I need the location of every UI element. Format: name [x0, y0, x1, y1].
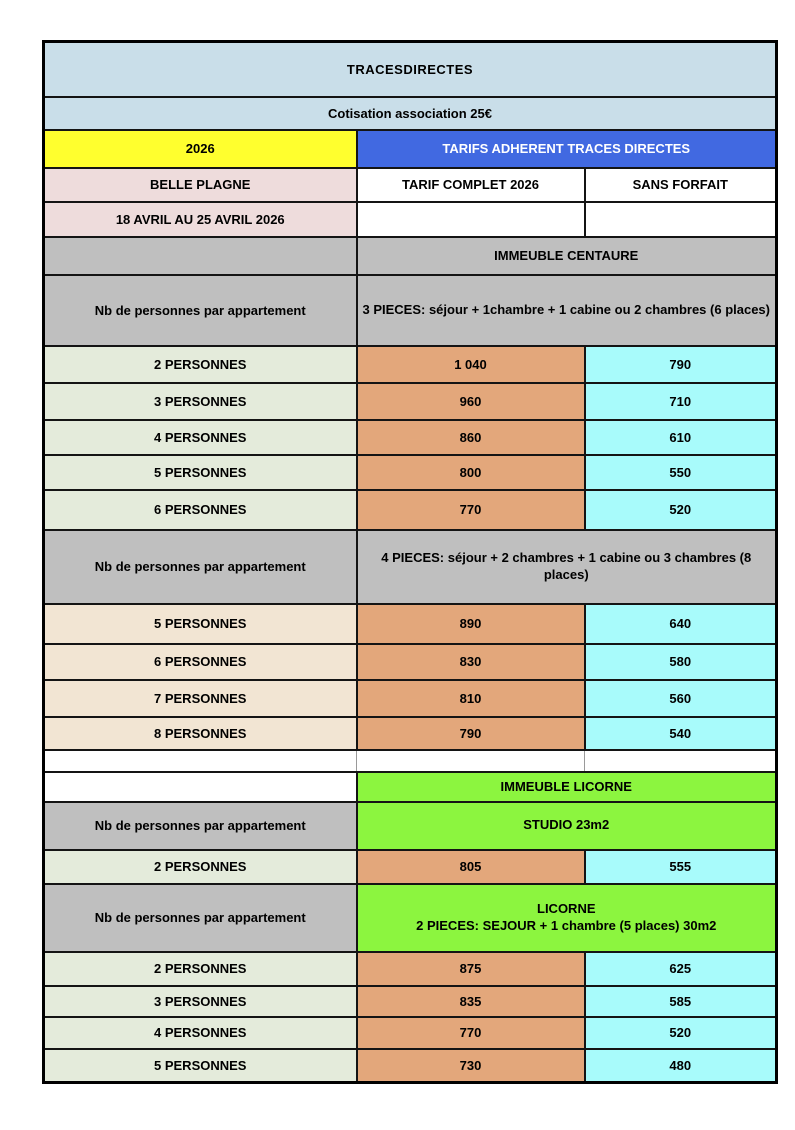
table-row	[44, 850, 777, 884]
empty-cell	[585, 750, 777, 772]
person-count-label: 3 PERSONNES	[44, 986, 357, 1017]
price-nopass: 640	[585, 604, 777, 644]
table-row	[44, 952, 777, 986]
tariff-banner: TARIFS ADHERENT TRACES DIRECTES	[357, 130, 777, 168]
price-nopass: 790	[585, 346, 777, 383]
person-count-label: 4 PERSONNES	[44, 1017, 357, 1049]
table-row	[44, 680, 777, 717]
empty-cell	[357, 202, 585, 237]
price-nopass: 580	[585, 644, 777, 680]
price-full: 875	[357, 952, 585, 986]
page-title: TRACESDIRECTES	[44, 42, 777, 97]
price-nopass: 520	[585, 1017, 777, 1049]
tariff-table	[42, 40, 778, 1084]
column-header-full: TARIF COMPLET 2026	[357, 168, 585, 202]
person-count-label: 6 PERSONNES	[44, 644, 357, 680]
apartment-desc-line2: 2 PIECES: SEJOUR + 1 chambre (5 places) 30m2	[416, 917, 717, 933]
price-nopass: 710	[585, 383, 777, 420]
price-nopass: 480	[585, 1049, 777, 1083]
person-count-label: 6 PERSONNES	[44, 490, 357, 530]
table-row	[44, 1017, 777, 1049]
building-centaure-header: IMMEUBLE CENTAURE	[357, 237, 777, 275]
table-row	[44, 1049, 777, 1083]
person-count-label: 5 PERSONNES	[44, 604, 357, 644]
price-nopass: 625	[585, 952, 777, 986]
person-count-label: 3 PERSONNES	[44, 383, 357, 420]
dates-cell: 18 AVRIL AU 25 AVRIL 2026	[44, 202, 357, 237]
price-nopass: 540	[585, 717, 777, 750]
apartment-desc-2pieces	[357, 884, 777, 952]
separator-row	[44, 750, 777, 772]
price-full: 800	[357, 455, 585, 490]
price-nopass: 560	[585, 680, 777, 717]
nb-personnes-label: Nb de personnes par appartement	[44, 884, 357, 952]
table-row	[44, 383, 777, 420]
table-row	[44, 986, 777, 1017]
apartment-desc-4pieces: 4 PIECES: séjour + 2 chambres + 1 cabine ou 3 chambres (8 places)	[357, 530, 777, 604]
price-full: 770	[357, 1017, 585, 1049]
table-row	[44, 420, 777, 455]
price-full: 790	[357, 717, 585, 750]
nb-personnes-label: Nb de personnes par appartement	[44, 802, 357, 850]
table-row	[44, 717, 777, 750]
cotisation-note: Cotisation association 25€	[44, 97, 777, 130]
building-licorne-header: IMMEUBLE LICORNE	[357, 772, 777, 802]
person-count-label: 4 PERSONNES	[44, 420, 357, 455]
nb-personnes-label: Nb de personnes par appartement	[44, 530, 357, 604]
price-full: 890	[357, 604, 585, 644]
person-count-label: 2 PERSONNES	[44, 346, 357, 383]
price-full: 805	[357, 850, 585, 884]
price-full: 835	[357, 986, 585, 1017]
table-row	[44, 490, 777, 530]
price-full: 810	[357, 680, 585, 717]
table-row	[44, 455, 777, 490]
price-full: 830	[357, 644, 585, 680]
table-row	[44, 604, 777, 644]
price-full: 1 040	[357, 346, 585, 383]
empty-cell	[44, 772, 357, 802]
price-nopass: 550	[585, 455, 777, 490]
person-count-label: 5 PERSONNES	[44, 1049, 357, 1083]
person-count-label: 8 PERSONNES	[44, 717, 357, 750]
empty-cell	[357, 750, 585, 772]
apartment-desc-3pieces: 3 PIECES: séjour + 1chambre + 1 cabine ou 2 chambres (6 places)	[357, 275, 777, 346]
person-count-label: 5 PERSONNES	[44, 455, 357, 490]
table-row	[44, 346, 777, 383]
apartment-desc-line1: LICORNE	[537, 901, 596, 917]
year-cell: 2026	[44, 130, 357, 168]
price-nopass: 520	[585, 490, 777, 530]
empty-cell	[44, 750, 357, 772]
price-full: 960	[357, 383, 585, 420]
table-row	[44, 644, 777, 680]
person-count-label: 2 PERSONNES	[44, 952, 357, 986]
nb-personnes-label: Nb de personnes par appartement	[44, 275, 357, 346]
empty-cell	[585, 202, 777, 237]
price-full: 770	[357, 490, 585, 530]
person-count-label: 2 PERSONNES	[44, 850, 357, 884]
person-count-label: 7 PERSONNES	[44, 680, 357, 717]
empty-cell	[44, 237, 357, 275]
price-full: 860	[357, 420, 585, 455]
price-nopass: 610	[585, 420, 777, 455]
price-nopass: 555	[585, 850, 777, 884]
resort-name: BELLE PLAGNE	[44, 168, 357, 202]
price-full: 730	[357, 1049, 585, 1083]
price-nopass: 585	[585, 986, 777, 1017]
apartment-desc-studio: STUDIO 23m2	[357, 802, 777, 850]
column-header-nopass: SANS FORFAIT	[585, 168, 777, 202]
